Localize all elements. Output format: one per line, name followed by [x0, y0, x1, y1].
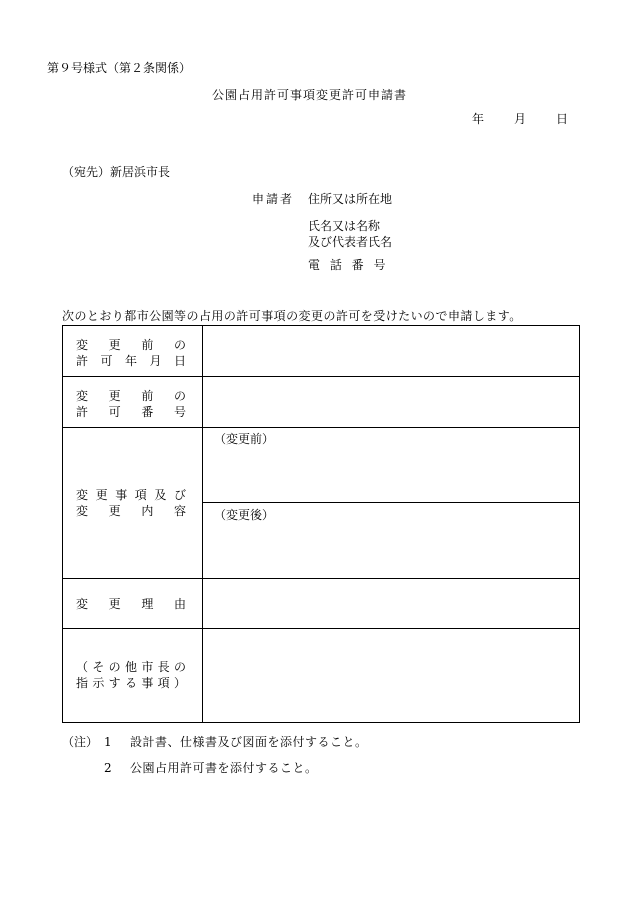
- label-char: す: [108, 676, 121, 690]
- column-divider: [202, 326, 203, 722]
- label-char: 番: [141, 405, 154, 419]
- change-reason-label: [76, 598, 186, 610]
- label-char: 前: [141, 389, 154, 403]
- label-char: 年: [124, 354, 137, 368]
- change-before-label: （変更前）: [214, 432, 275, 446]
- label-char: 号: [173, 405, 186, 419]
- prev-permit-date-label-line2: [76, 355, 186, 367]
- label-char: 示: [92, 676, 105, 690]
- note-2-text: 公園占用許可書を添付すること。: [130, 761, 318, 775]
- label-char: 可: [100, 354, 113, 368]
- notes-prefix: （注）: [62, 735, 99, 749]
- applicant-label: 申請者: [252, 192, 295, 206]
- label-char: ）: [173, 676, 186, 690]
- label-char: び: [173, 488, 186, 502]
- label-char: 長: [157, 660, 170, 674]
- date-year: 年: [472, 112, 485, 126]
- change-after-label: （変更後）: [214, 508, 275, 522]
- label-char: 及: [154, 488, 167, 502]
- label-char: 事: [141, 676, 154, 690]
- label-char: 変: [76, 389, 89, 403]
- label-char: 他: [124, 660, 137, 674]
- addressee: （宛先）新居浜市長: [62, 165, 171, 179]
- applicant-name-line1: 氏名又は名称: [308, 219, 381, 233]
- label-char: 日: [173, 354, 186, 368]
- label-char: 由: [173, 597, 186, 611]
- label-char: 許: [76, 405, 89, 419]
- label-char: の: [173, 338, 186, 352]
- change-items-label-line2: [76, 505, 186, 517]
- row-divider: [63, 427, 579, 428]
- label-char: 容: [173, 504, 186, 518]
- label-char: 指: [76, 676, 89, 690]
- label-char: 更: [108, 389, 121, 403]
- note-1-number: 1: [104, 735, 112, 749]
- label-char: 市: [141, 660, 154, 674]
- label-char: 月: [149, 354, 162, 368]
- label-char: 更: [108, 338, 121, 352]
- other-instructions-label-line1: [76, 661, 186, 673]
- label-char: 変: [76, 338, 89, 352]
- applicant-name-line2: 及び代表者氏名: [308, 235, 393, 249]
- label-char: 項: [134, 488, 147, 502]
- label-char: 前: [141, 338, 154, 352]
- label-char: 理: [141, 597, 154, 611]
- row-divider: [63, 578, 579, 579]
- prev-permit-number-label-line1: [76, 390, 186, 402]
- note-1-text: 設計書、仕様書及び図面を添付すること。: [130, 735, 368, 749]
- label-char: 許: [76, 354, 89, 368]
- application-form-table: [62, 325, 580, 723]
- label-char: の: [173, 660, 186, 674]
- label-char: 更: [108, 504, 121, 518]
- document-title: 公園占用許可事項変更許可申請書: [212, 88, 408, 102]
- label-char: る: [124, 676, 137, 690]
- change-items-label-line1: [76, 489, 186, 501]
- date-day: 日: [556, 112, 569, 126]
- applicant-address: 住所又は所在地: [308, 192, 393, 206]
- label-char: 変: [76, 488, 89, 502]
- label-char: 変: [76, 504, 89, 518]
- prev-permit-number-label-line2: [76, 406, 186, 418]
- label-char: 更: [108, 597, 121, 611]
- label-char: の: [173, 389, 186, 403]
- label-char: 更: [95, 488, 108, 502]
- label-char: 変: [76, 597, 89, 611]
- row-divider: [63, 376, 579, 377]
- statement: 次のとおり都市公園等の占用の許可事項の変更の許可を受けたいので申請します。: [62, 309, 522, 323]
- label-char: 内: [141, 504, 154, 518]
- label-char: 可: [108, 405, 121, 419]
- applicant-phone: 電 話 番 号: [308, 258, 389, 272]
- other-instructions-label-line2: [76, 677, 186, 689]
- label-char: 事: [115, 488, 128, 502]
- label-char: （: [76, 660, 89, 674]
- form-number: 第９号様式（第２条関係）: [47, 61, 192, 75]
- row-divider: [202, 502, 579, 503]
- note-2-number: 2: [104, 761, 112, 775]
- date-month: 月: [514, 112, 527, 126]
- label-char: の: [108, 660, 121, 674]
- label-char: 項: [157, 676, 170, 690]
- prev-permit-date-label-line1: [76, 339, 186, 351]
- row-divider: [63, 628, 579, 629]
- label-char: そ: [92, 660, 105, 674]
